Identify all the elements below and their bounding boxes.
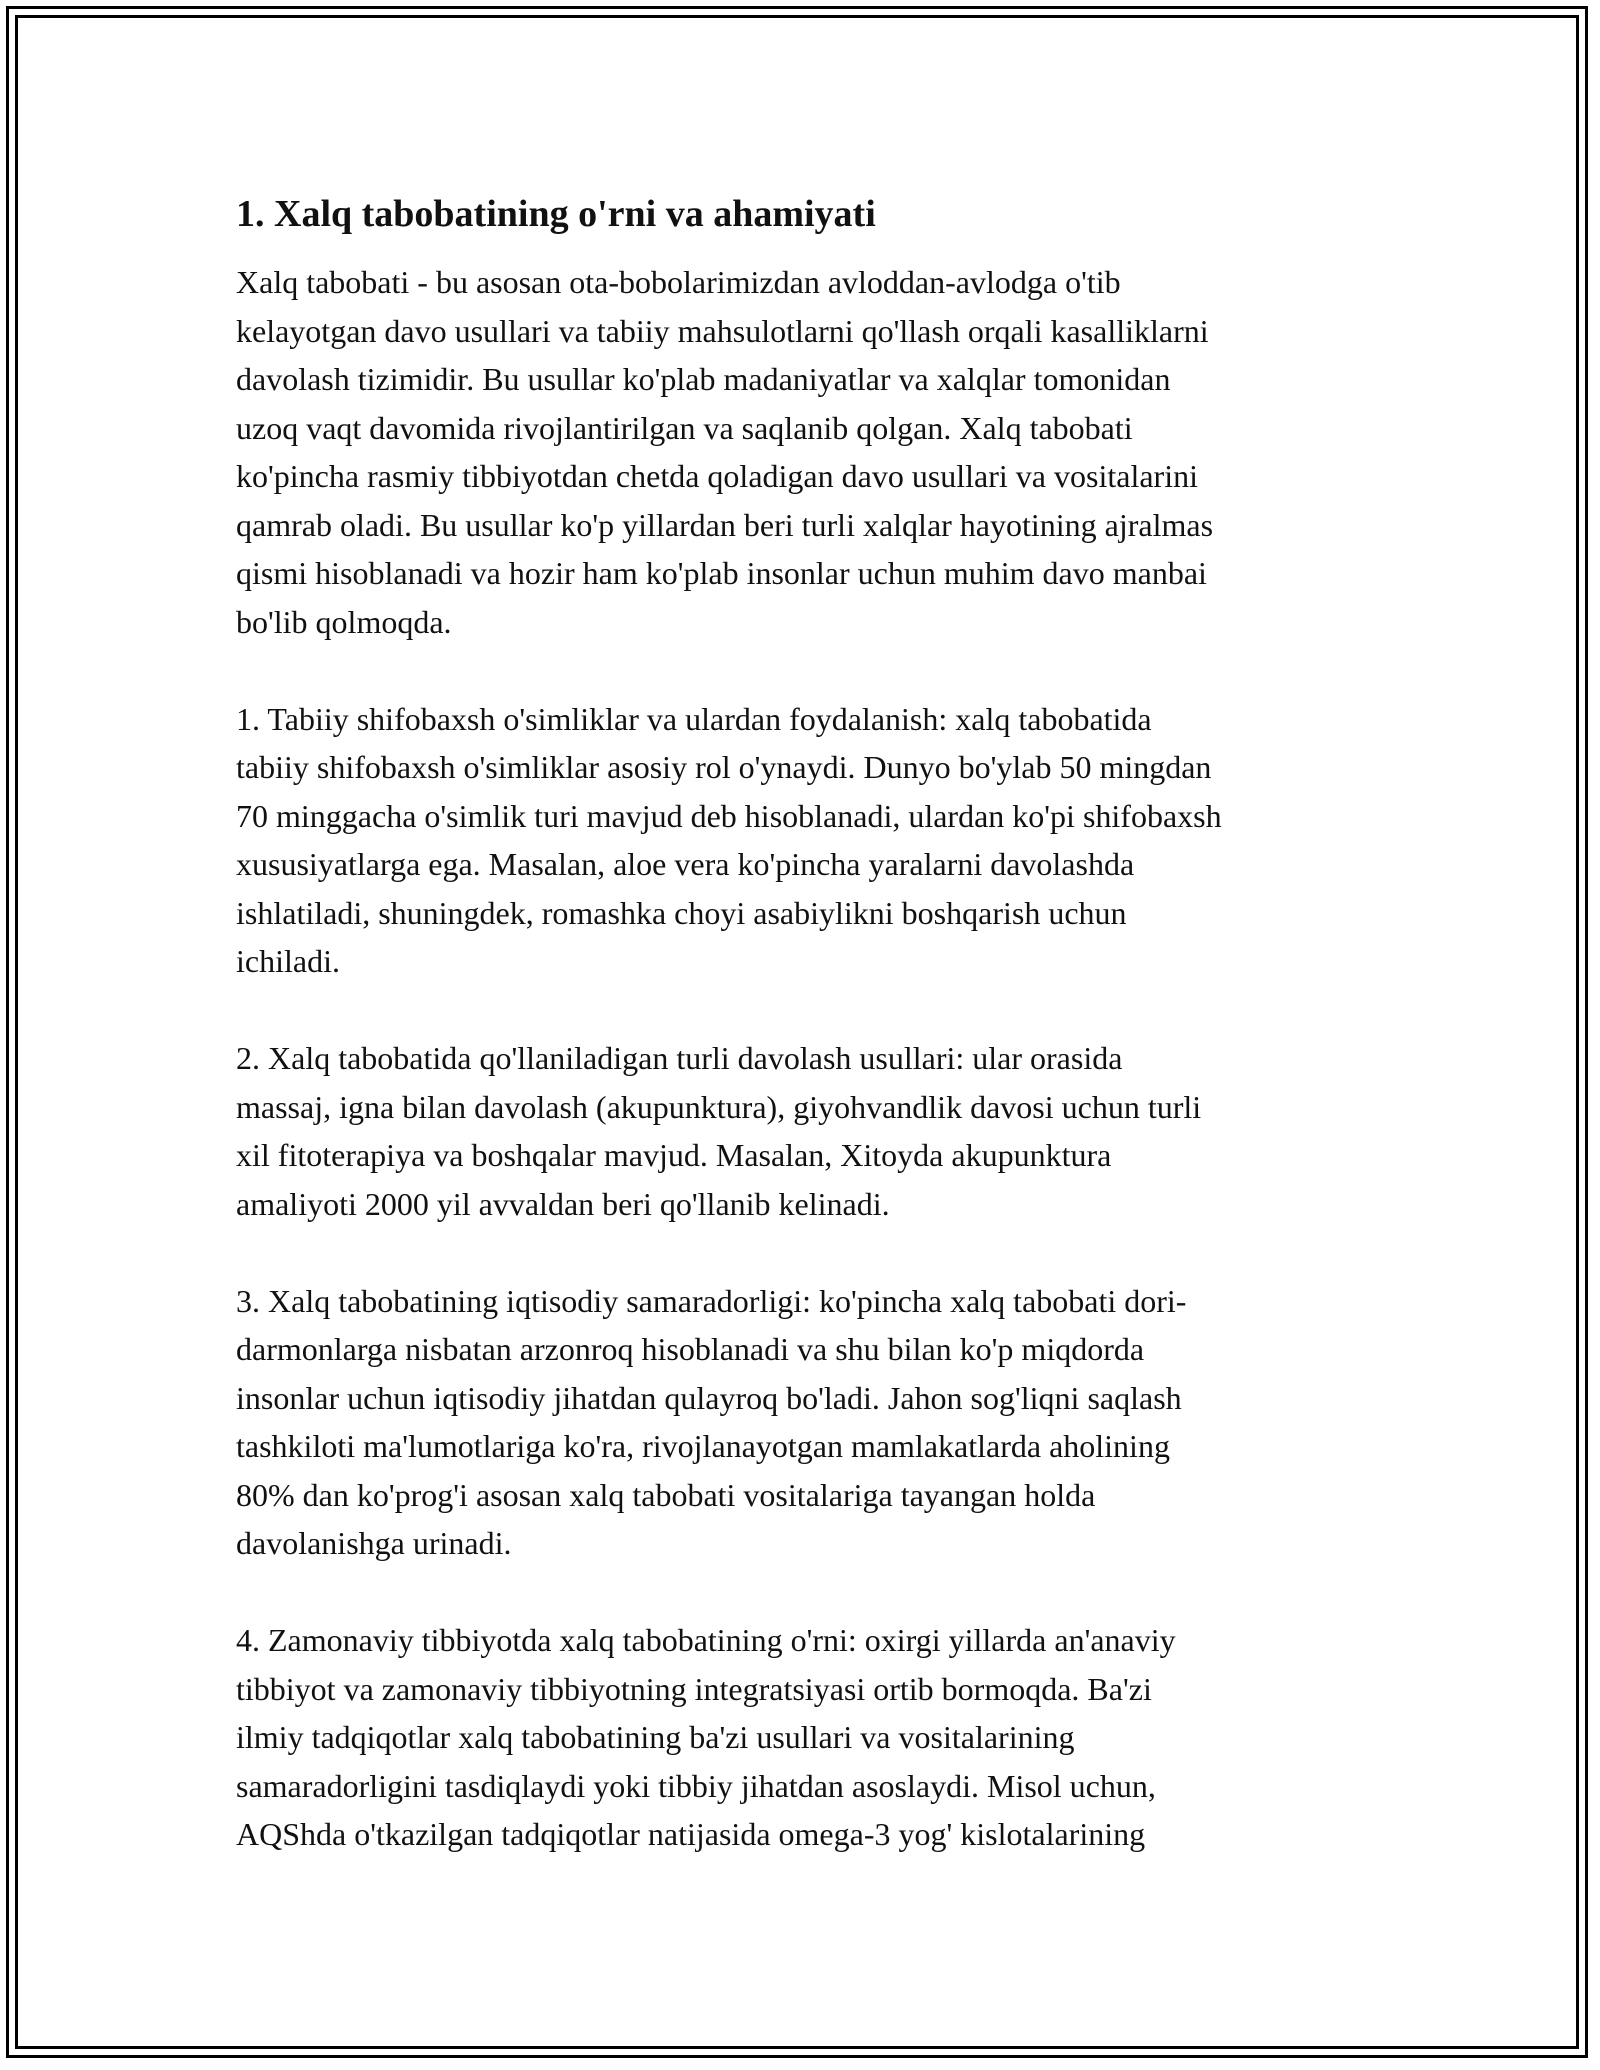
text-line: tabiiy shifobaxsh o'simliklar asosiy rol o'ynaydi. Dunyo bo'ylab 50 mingdan (236, 749, 1212, 785)
text-line: tashkiloti ma'lumotlariga ko'ra, rivojlanayotgan mamlakatlarda aholining (236, 1428, 1170, 1464)
point-4-paragraph (236, 1616, 1376, 1859)
text-line: 80% dan ko'prog'i asosan xalq tabobati vositalariga tayangan holda (236, 1476, 1096, 1513)
text-line: davolash tizimidir. Bu usullar ko'plab madaniyatlar va xalqlar tomonidan (236, 361, 1171, 397)
text-line: ishlatiladi, shuningdek, romashka choyi asabiylikni boshqarish uchun (236, 894, 1127, 931)
point-1-paragraph (236, 695, 1376, 986)
text-line: ichiladi. (236, 943, 340, 979)
text-line: Xalq tabobati - bu asosan ota-bobolarimizdan avloddan-avlodga o'tib (236, 264, 1121, 300)
text-line: 70 minggacha o'simlik turi mavjud deb hisoblanadi, ulardan ko'pi shifobaxsh (236, 797, 1222, 834)
text-line: qamrab oladi. Bu usullar ko'p yillardan beri turli xalqlar hayotining ajralmas (236, 506, 1214, 543)
text-line: ilmiy tadqiqotlar xalq tabobatining ba'zi usullari va vositalarining (236, 1719, 1075, 1755)
text-line: 3. Xalq tabobatining iqtisodiy samaradorligi: ko'pincha xalq tabobati dori- (236, 1282, 1187, 1319)
text-line: uzoq vaqt davomida rivojlantirilgan va saqlanib qolgan. Xalq tabobati (236, 409, 1133, 446)
document-body (236, 188, 1376, 1907)
text-line: xususiyatlarga ega. Masalan, aloe vera ko'pincha yaralarni davolashda (236, 846, 1135, 882)
text-line: 1. Tabiiy shifobaxsh o'simliklar va ulardan foydalanish: xalq tabobatida (236, 700, 1152, 737)
point-2-paragraph (236, 1034, 1376, 1228)
text-line: massaj, igna bilan davolash (akupunktura), giyohvandlik davosi uchun turli (236, 1088, 1202, 1125)
point-3-paragraph (236, 1277, 1376, 1568)
text-line: 4. Zamonaviy tibbiyotda xalq tabobatining o'rni: oxirgi yillarda an'anaviy (236, 1622, 1176, 1658)
intro-paragraph (236, 258, 1376, 646)
text-line: darmonlarga nisbatan arzonroq hisoblanadi va shu bilan ko'p miqdorda (236, 1331, 1145, 1367)
text-line: bo'lib qolmoqda. (236, 603, 452, 640)
text-line: davolanishga urinadi. (236, 1525, 512, 1561)
text-line: amaliyoti 2000 yil avvaldan beri qo'llanib kelinadi. (236, 1185, 890, 1222)
text-line: AQShda o'tkazilgan tadqiqotlar natijasida omega-3 yog' kislotalarining (236, 1816, 1146, 1852)
text-line: insonlar uchun iqtisodiy jihatdan qulayroq bo'ladi. Jahon sog'liqni saqlash (236, 1379, 1182, 1416)
text-line: samaradorligini tasdiqlaydi yoki tibbiy jihatdan asoslaydi. Misol uchun, (236, 1767, 1156, 1804)
text-line: kelayotgan davo usullari va tabiiy mahsulotlarni qo'llash orqali kasalliklarni (236, 312, 1209, 349)
text-line: tibbiyot va zamonaviy tibbiyotning integratsiyasi ortib bormoqda. Ba'zi (236, 1670, 1152, 1707)
text-line: 2. Xalq tabobatida qo'llaniladigan turli davolash usullari: ular orasida (236, 1040, 1123, 1076)
text-line: qismi hisoblanadi va hozir ham ko'plab insonlar uchun muhim davo manbai (236, 555, 1207, 591)
section-heading: 1. Xalq tabobatining o'rni va ahamiyati (236, 193, 876, 235)
text-line: xil fitoterapiya va boshqalar mavjud. Masalan, Xitoyda akupunktura (236, 1137, 1112, 1173)
text-line: ko'pincha rasmiy tibbiyotdan chetda qoladigan davo usullari va vositalarini (236, 458, 1198, 494)
